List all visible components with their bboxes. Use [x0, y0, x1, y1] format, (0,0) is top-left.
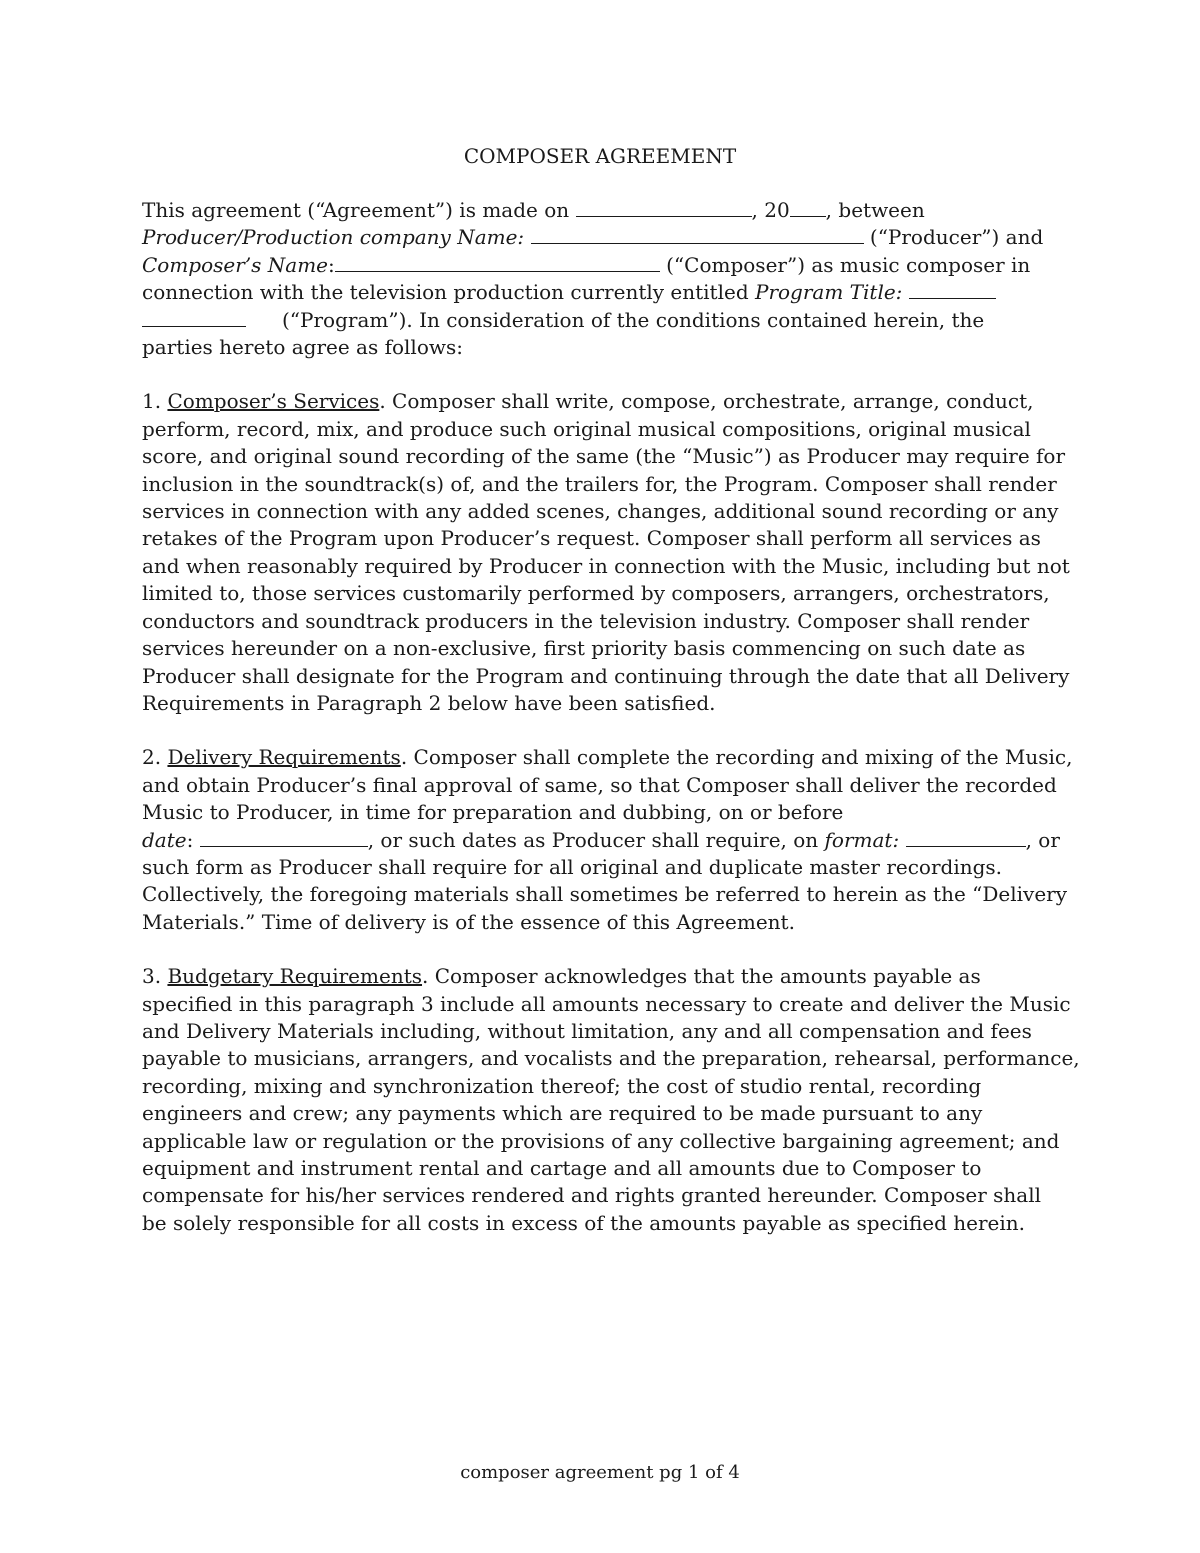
intro-text: :: [328, 252, 335, 277]
delivery-date-blank[interactable]: [200, 828, 368, 847]
section-number: 3.: [142, 964, 168, 989]
section-2-line: and obtain Producer’s final approval of same, so that Composer shall deliver the recorded: [142, 772, 1057, 797]
intro-text: (“Program”). In consideration of the conditions contained herein, the: [282, 307, 985, 332]
section-1-line: services hereunder on a non-exclusive, first priority basis commencing on such date as: [142, 636, 1026, 661]
intro-text: , between: [825, 198, 925, 222]
section-3-line: specified in this paragraph 3 include all amounts necessary to create and deliver the Music: [142, 991, 1071, 1016]
section-text: . Composer acknowledges that the amounts payable as: [422, 964, 981, 989]
section-3-line: equipment and instrument rental and cartage and all amounts due to Composer to: [142, 1156, 982, 1180]
intro-text: , 20: [751, 198, 790, 222]
intro-paragraph: [142, 197, 1062, 361]
producer-name-label: Producer/Production company Name:: [142, 225, 525, 250]
section-3-line: be solely responsible for all costs in excess of the amounts payable as specified herein.: [142, 1210, 1026, 1235]
section-3-line: compensate for his/her services rendered and rights granted hereunder. Composer shall: [142, 1183, 1041, 1208]
page-footer: composer agreement pg 1 of 4: [460, 1462, 740, 1483]
intro-text: connection with the television production currently entitled: [142, 280, 755, 305]
section-2-line: [142, 744, 1073, 771]
program-title-blank[interactable]: [909, 280, 996, 299]
section-1-line: Requirements in Paragraph 2 below have been satisfied.: [142, 690, 716, 715]
section-text: :: [186, 827, 200, 852]
intro-line-4: [142, 279, 1062, 306]
section-3-line: [142, 963, 1062, 990]
section-1-line: conductors and soundtrack producers in the television industry. Composer shall render: [142, 608, 1030, 633]
intro-line-1: [142, 197, 1062, 224]
intro-text: This agreement (“Agreement”) is made on: [142, 198, 576, 222]
delivery-format-label: format:: [824, 827, 900, 852]
section-heading: Budgetary Requirements: [167, 964, 423, 989]
section-1-line: and when reasonably required by Producer in connection with the Music, including but not: [142, 553, 1070, 578]
section-3-line: engineers and crew; any payments which are required to be made pursuant to any: [142, 1101, 983, 1126]
section-1-line: score, and original sound recording of the same (the “Music”) as Producer may require for: [142, 444, 1066, 469]
section-text: . Composer shall complete the recording and mixing of the Music,: [400, 745, 1073, 770]
section-2-line: such form as Producer shall require for all original and duplicate master recordings.: [142, 854, 1003, 879]
agreement-date-blank[interactable]: [576, 198, 752, 217]
section-2-line: Music to Producer, in time for preparation and dubbing, on or before: [142, 800, 844, 825]
section-text: , or: [1025, 827, 1060, 852]
section-1-line: Producer shall designate for the Program and continuing through the date that all Delivery: [142, 663, 1070, 688]
section-text: , or such dates as Producer shall require, on: [367, 827, 825, 852]
section-1-line: services in connection with any added scenes, changes, additional sound recording or any: [142, 499, 1059, 524]
intro-text: (“Composer”) as music composer in: [659, 252, 1031, 277]
producer-name-blank[interactable]: [531, 225, 864, 244]
section-2-line: Materials.” Time of delivery is of the essence of this Agreement.: [142, 909, 795, 934]
agreement-year-blank[interactable]: [790, 198, 826, 217]
section-3-line: recording, mixing and synchronization thereof; the cost of studio rental, recording: [142, 1073, 982, 1098]
section-3-line: payable to musicians, arrangers, and vocalists and the preparation, rehearsal, performance,: [142, 1046, 1080, 1071]
section-3-line: applicable law or regulation or the provisions of any collective bargaining agreement; and: [142, 1128, 1060, 1153]
section-budgetary-requirements: [142, 963, 1080, 1237]
section-3-line: and Delivery Materials including, without limitation, any and all compensation and fees: [142, 1018, 1032, 1043]
intro-text: (“Producer”) and: [863, 225, 1044, 250]
program-title-label: Program Title:: [755, 280, 903, 305]
intro-line-5: [142, 307, 1062, 334]
composer-name-blank[interactable]: [335, 253, 660, 272]
program-title-blank-continued[interactable]: [142, 308, 246, 327]
section-number: 2.: [142, 745, 168, 770]
document-title: COMPOSER AGREEMENT: [463, 144, 737, 168]
delivery-date-label: date: [142, 827, 187, 852]
composer-name-label: Composer’s Name: [142, 252, 329, 277]
section-number: 1.: [142, 389, 168, 414]
section-1-line: inclusion in the soundtrack(s) of, and the trailers for, the Program. Composer shall render: [142, 471, 1057, 496]
section-1-line: perform, record, mix, and produce such original musical compositions, original musical: [142, 416, 1031, 441]
section-heading: Delivery Requirements: [167, 745, 401, 770]
intro-line-2: [142, 224, 1062, 251]
delivery-format-blank[interactable]: [906, 828, 1026, 847]
section-2-line: Collectively, the foregoing materials shall sometimes be referred to herein as the “Delivery: [142, 882, 1068, 907]
section-2-line: [142, 827, 1062, 854]
section-1-line: [142, 388, 1062, 415]
intro-line-6: parties hereto agree as follows:: [142, 335, 463, 360]
section-heading: Composer’s Services: [167, 389, 380, 414]
section-text: . Composer shall write, compose, orchestrate, arrange, conduct,: [379, 389, 1034, 414]
section-composer-services: [142, 388, 1070, 717]
section-delivery-requirements: [142, 744, 1073, 936]
section-1-line: retakes of the Program upon Producer’s request. Composer shall perform all services as: [142, 526, 1041, 551]
section-1-line: limited to, those services customarily performed by composers, arrangers, orchestrators,: [142, 581, 1050, 606]
document-body: [142, 197, 1080, 1264]
intro-line-3: [142, 252, 1062, 279]
